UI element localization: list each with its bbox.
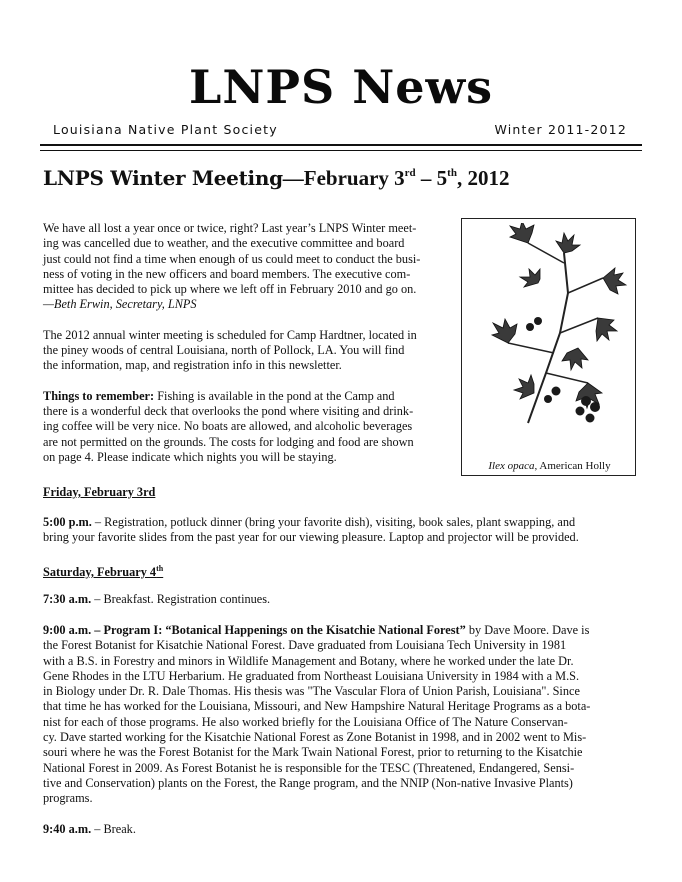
remember-line-first [43,389,457,404]
caption-common: , American Holly [534,460,611,472]
break-text: – Break. [91,822,136,836]
saturday-heading-row [43,561,639,580]
breakfast-row [43,592,639,607]
masthead-rule-thick [40,144,642,146]
remember-line: on page 4. Please indicate which nights you will be staying. [43,449,337,464]
program-line: tive and Conservation) plants on the Forest, the Range program, and the NNIP (Non-native Invasive Plants) [43,775,573,790]
holly-figure [461,218,636,476]
intro-attribution: —Beth Erwin, Secretary, LNPS [43,297,197,312]
location-line: the piney woods of central Louisiana, north of Pollock, LA. You will find [43,343,405,358]
intro-line: We have all lost a year once or twice, right? Last year’s LNPS Winter meet- [43,221,417,235]
program-line: cy. Dave started working for the Kisatchie National Forest as Zone Botanist in 1998, and in 2002 went to Mis- [43,730,587,745]
location-line: the information, map, and registration info in this newsletter. [43,358,342,373]
program-line: programs. [43,791,93,806]
location-line: The 2012 annual winter meeting is scheduled for Camp Hardtner, located in [43,327,417,342]
program-line: with a B.S. in Forestry and minors in Wildlife Management and Botany, where he worked under the late Dr. [43,653,574,668]
program-line: that time he has worked for the Louisiana, Missouri, and New Hampshire Natural Heritage Programs as a bota- [43,699,591,714]
program-line: National Forest in 2009. As Forest Botanist he is responsible for the TESC (Threatened, Endangered, Sensi- [43,760,575,775]
friday-line: bring your favorite slides from the past year for our viewing pleasure. Laptop and projector will be provided. [43,530,579,545]
break-row [43,822,639,837]
left-column [43,221,457,465]
society-name: Louisiana Native Plant Society [53,122,278,137]
remember-label: Things to remember: [43,388,155,403]
break-time: 9:40 a.m. [43,822,92,836]
breakfast-text: – Breakfast. Registration continues. [91,592,271,606]
program-first-text: by Dave Moore. Dave is [465,623,590,637]
intro-line: just could not find a time when enough of us could meet to conduct the busi- [43,251,421,266]
intro-line: ness of voting in the new officers and board members. The executive com- [43,266,411,281]
figure-caption [462,460,637,472]
caption-species: Ilex opaca [488,460,535,472]
program-section [43,623,639,807]
article-headline [43,166,509,191]
issue-date: Winter 2011-2012 [494,122,627,137]
program-line: nist for each of those programs. He also worked briefly for the Louisiana Office of The Nature Conservan- [43,714,568,729]
headline-sup-a: rd [404,167,416,179]
intro-line: ing was cancelled due to weather, and the executive committee and board [43,236,405,251]
remember-first-text: Fishing is available in the pond at the Camp and [154,388,395,403]
headline-dates-b: – 5 [415,166,448,190]
friday-line: – Registration, potluck dinner (bring your favorite dish), visiting, book sales, plant swapping, and [91,515,576,529]
remember-line: ing coffee will be very nice. No boats are allowed, and alcoholic beverages [43,419,413,434]
friday-time: 5:00 p.m. [43,515,92,529]
program-line: souri where he was the Forest Botanist for the Mark Twain National Forest, prior to returning to the Kisatchie [43,745,583,760]
masthead-title: LNPS News [188,60,494,114]
saturday-heading-text: Saturday, February 4 [43,565,157,579]
remember-line: are not permitted on the grounds. The costs for lodging and food are shown [43,434,414,449]
headline-dates-c: , 2012 [456,166,510,190]
friday-section [43,515,639,546]
friday-heading-row [43,485,639,500]
saturday-heading-sup: th [156,564,164,573]
program-title: 9:00 a.m. – Program I: “Botanical Happenings on the Kisatchie National Forest” [43,623,466,637]
remember-line: there is a wonderful deck that overlooks the pond where visiting and drink- [43,403,414,418]
breakfast-time: 7:30 a.m. [43,592,92,606]
saturday-heading [43,565,163,579]
masthead-rule-thin [40,150,642,151]
program-line: in Biology under Dr. R. Dale Thomas. His thesis was "The Vascular Flora of Union Parish, Louisiana". Since [43,684,580,699]
holly-illustration [468,223,630,451]
headline-sup-b: th [447,167,457,179]
headline-lead: LNPS Winter Meeting [43,166,283,190]
friday-heading: Friday, February 3rd [43,485,156,499]
program-line: Gene Rhodes in the LTU Herbarium. He graduated from Northeast Louisiana University in 1984 with a M.S. [43,668,580,683]
intro-line: mittee has decided to pick up where we left off in February 2010 and go on. [43,282,417,297]
program-line: the Forest Botanist for Kisatchie National Forest. Dave graduated from Louisiana Tech University in 1981 [43,638,567,653]
headline-dates-a: —February 3 [282,166,405,190]
